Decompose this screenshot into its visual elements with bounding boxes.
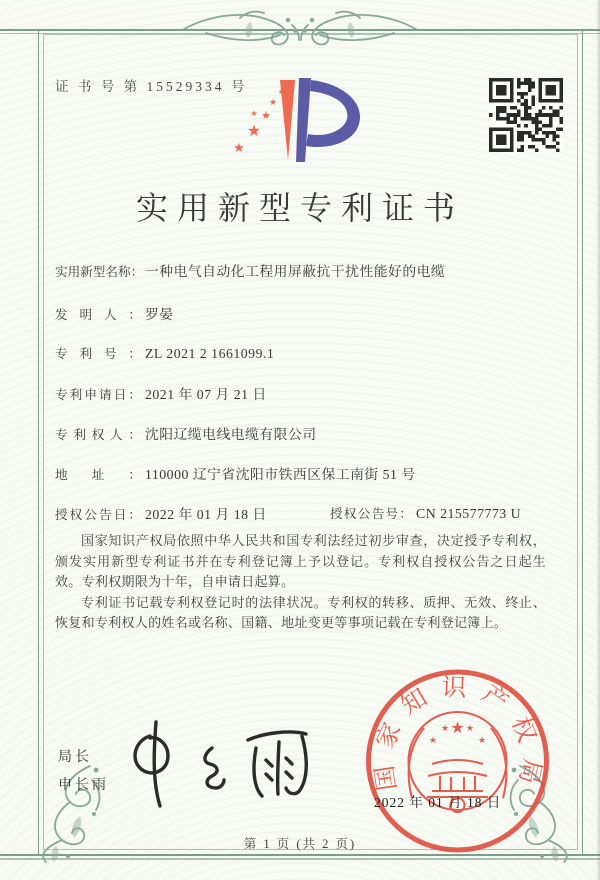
field-label: 授权公告号： xyxy=(330,507,412,521)
field-label: 专利权人： xyxy=(55,428,141,442)
star-icon: ★ xyxy=(233,140,245,155)
star-icon: ★ xyxy=(268,97,278,107)
field-label: 授权公告日： xyxy=(55,508,141,522)
legal-text xyxy=(55,531,546,634)
field-label: 专利申请日： xyxy=(55,388,141,402)
signatory-name: 申长雨 xyxy=(58,778,109,793)
logo-p-bowl xyxy=(306,80,360,147)
star-icon: ★ xyxy=(277,88,285,96)
star-icon: ★ xyxy=(246,123,262,140)
field-row-patentee xyxy=(55,423,317,443)
star-icon: ★ xyxy=(428,735,438,745)
field-row-filing-date xyxy=(55,383,267,403)
field-value: 沈阳辽缆电线电缆有限公司 xyxy=(145,427,317,442)
field-grant-number xyxy=(330,503,521,522)
star-icon: ★ xyxy=(450,720,465,737)
star-icon: ★ xyxy=(440,723,450,733)
field-label: 发明人： xyxy=(55,308,141,322)
field-value: 2022 年 01 月 18 日 xyxy=(145,507,267,522)
field-row-utility-model-name xyxy=(55,260,445,280)
seal-date: 2022 年 01 月 18 日 xyxy=(374,795,502,810)
certificate-number: 证 书 号 第 15529334 号 xyxy=(55,79,248,94)
field-value: ZL 2021 2 1661099.1 xyxy=(145,346,275,361)
field-row-patent-number xyxy=(55,343,274,362)
field-label: 地址： xyxy=(55,468,141,482)
top-flourish-ornament xyxy=(180,4,420,54)
signatory-title: 局长 xyxy=(58,750,92,765)
field-value: 一种电气自动化工程用屏蔽抗干扰性能好的电缆 xyxy=(145,264,446,279)
legal-paragraph: 国家知识产权局依照中华人民共和国专利法经过初步审查，决定授予专利权，颁发实用新型专利证书并在专利登记簿上予以登记。专利权自授权公告之日起生效。专利权期限为十年，自申请日起算。 xyxy=(55,533,546,589)
field-row-grant-date xyxy=(55,503,555,523)
field-label: 专利号： xyxy=(55,347,141,361)
field-value: 罗晏 xyxy=(145,307,174,322)
star-icon: ★ xyxy=(465,723,475,733)
scan-edge-shadow xyxy=(596,0,600,880)
star-icon: ★ xyxy=(261,110,271,122)
field-value: 2021 年 07 月 21 日 xyxy=(145,387,267,402)
field-label: 实用新型名称： xyxy=(55,265,144,279)
field-row-address xyxy=(55,463,416,483)
qr-code xyxy=(489,78,563,152)
signature-autograph xyxy=(116,714,326,814)
logo-blue-bar xyxy=(296,78,311,162)
seal-ring-text: 国家知识产权局 xyxy=(369,674,546,800)
certificate-title: 实用新型专利证书 xyxy=(135,190,464,226)
page-footer: 第 1 页 (共 2 页) xyxy=(243,837,357,851)
cnipa-logo xyxy=(225,68,375,173)
star-icon: ★ xyxy=(477,735,487,745)
legal-paragraph: 专利证书记载专利权登记时的法律状况。专利权的转移、质押、无效、终止、恢复和专利权人的姓名或名称、国籍、地址变更等事项记载在专利登记簿上。 xyxy=(55,594,546,630)
field-value: 110000 辽宁省沈阳市铁西区保工南街 51 号 xyxy=(145,467,416,482)
field-value: CN 215577773 U xyxy=(416,506,522,521)
field-row-inventor xyxy=(55,303,174,323)
official-seal xyxy=(360,666,555,861)
star-icon: ★ xyxy=(250,109,258,118)
signatory-block xyxy=(58,744,109,800)
